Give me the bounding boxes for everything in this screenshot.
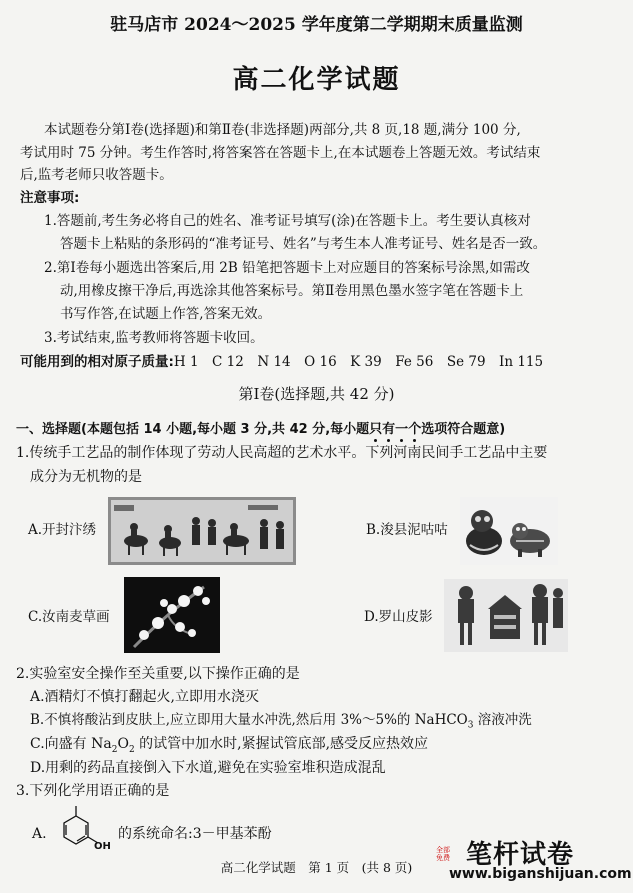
q3-stem: 3.下列化学用语正确的是	[16, 783, 170, 799]
page-footer: 高二化学试题 第 1 页 (共 8 页)	[220, 860, 413, 875]
intro-line-3: 后,监考老师只收答题卡。	[20, 167, 173, 183]
q2-c-text-mid: O	[117, 736, 129, 752]
atomic-masses-label: 可能用到的相对原子质量:	[20, 354, 174, 370]
q2-stem: 2.实验室安全操作至关重要,以下操作正确的是	[16, 666, 300, 682]
q1-stem-b: 成分为无机物的是	[30, 469, 142, 485]
q2-option-c	[30, 735, 428, 759]
atomic-masses-values: H 1 C 12 N 14 O 16 K 39 Fe 56 Se 79 In 115	[173, 354, 544, 370]
subject-title: 高二化学试题	[232, 65, 401, 95]
embroidery-image	[108, 497, 296, 565]
q2-c-subscript-2: 2	[128, 744, 135, 755]
q2-c-subscript-1: 2	[111, 744, 118, 755]
q2-c-text: C.向盛有 Na	[30, 736, 112, 752]
section-title: 第Ⅰ卷(选择题,共 42 分)	[238, 385, 395, 403]
emphasis-char-2: 有	[382, 422, 396, 437]
hydroxyl-label: OH	[94, 841, 111, 852]
q3-option-a-text: 的系统命名:3－甲基苯酚	[118, 826, 272, 842]
q2-option-d: D.用剩的药品直接倒入下水道,避免在实验室堆积造成混乱	[30, 760, 386, 776]
note-2a: 2.第Ⅰ卷每小题选出答案后,用 2B 铅笔把答题卡上对应题目的答案标号涂黑,如需改	[44, 260, 530, 276]
atomic-masses	[20, 353, 543, 371]
note-1a: 1.答题前,考生务必将自己的姓名、准考证号填写(涂)在答题卡上。考生要认真核对	[44, 213, 531, 229]
q2-option-b	[30, 711, 532, 735]
emphasis-char-4: 个	[408, 422, 422, 437]
q1-stem-a: 1.传统手工艺品的制作体现了劳动人民高超的艺术水平。下列河南民间手工艺品中主要	[16, 445, 548, 461]
straw-painting-image	[124, 577, 220, 653]
q1-option-c: C.汝南麦草画	[28, 609, 110, 625]
q2-c-text-end: 的试管中加水时,紧握试管底部,感受反应热效应	[134, 736, 429, 752]
intro-line-1: 本试题卷分第Ⅰ卷(选择题)和第Ⅱ卷(非选择题)两部分,共 8 页,18 题,满分 100 分,	[44, 122, 521, 138]
watermark-brand: 笔杆试卷	[466, 840, 575, 870]
section-instruction	[16, 421, 505, 439]
instruction-pre: 一、选择题(本题包括 14 小题,每小题 3 分,共 42 分,每小题	[16, 422, 370, 437]
q3-option-a-label: A.	[32, 826, 47, 842]
note-1b: 答题卡上粘贴的条形码的“准考证号、姓名”与考生本人准考证号、姓名是否一致。	[60, 236, 547, 252]
q2-option-a: A.酒精灯不慎打翻起火,立即用水浇灭	[30, 689, 260, 705]
emphasis-char-3: 一	[395, 422, 409, 437]
note-2c: 书写作答,在试题上作答,答案无效。	[60, 306, 272, 322]
instruction-post: 选项符合题意)	[421, 422, 506, 437]
note-2b: 动,用橡皮擦干净后,再选涂其他答案标号。第Ⅱ卷用黑色墨水签字笔在答题卡上	[60, 283, 524, 299]
clay-whistle-image	[460, 497, 558, 565]
emphasis-char-1: 只	[369, 422, 383, 437]
q1-option-d: D.罗山皮影	[364, 609, 433, 625]
intro-line-2: 考试用时 75 分钟。考生作答时,将答案答在答题卡上,在本试题卷上答题无效。考试结束	[20, 145, 541, 161]
notes-heading: 注意事项:	[20, 190, 80, 206]
watermark-url: www.biganshijuan.com	[449, 866, 632, 882]
q2-b-text: B.不慎将酸沾到皮肤上,应立即用大量水冲洗,然后用 3%～5%的 NaHCO	[30, 712, 468, 728]
q1-option-b: B.浚县泥咕咕	[366, 522, 448, 538]
q1-option-a: A.开封汴绣	[28, 522, 97, 538]
shadow-puppet-image	[444, 579, 568, 652]
exam-title: 驻马店市 2024～2025 学年度第二学期期末质量监测	[110, 15, 523, 35]
methylphenol-structure	[50, 804, 116, 858]
watermark-free-tag: 全部免费	[436, 846, 450, 862]
q2-b-subscript: 3	[467, 720, 474, 731]
note-3: 3.考试结束,监考教师将答题卡收回。	[44, 330, 264, 346]
q2-b-text-end: 溶液冲洗	[473, 712, 532, 728]
